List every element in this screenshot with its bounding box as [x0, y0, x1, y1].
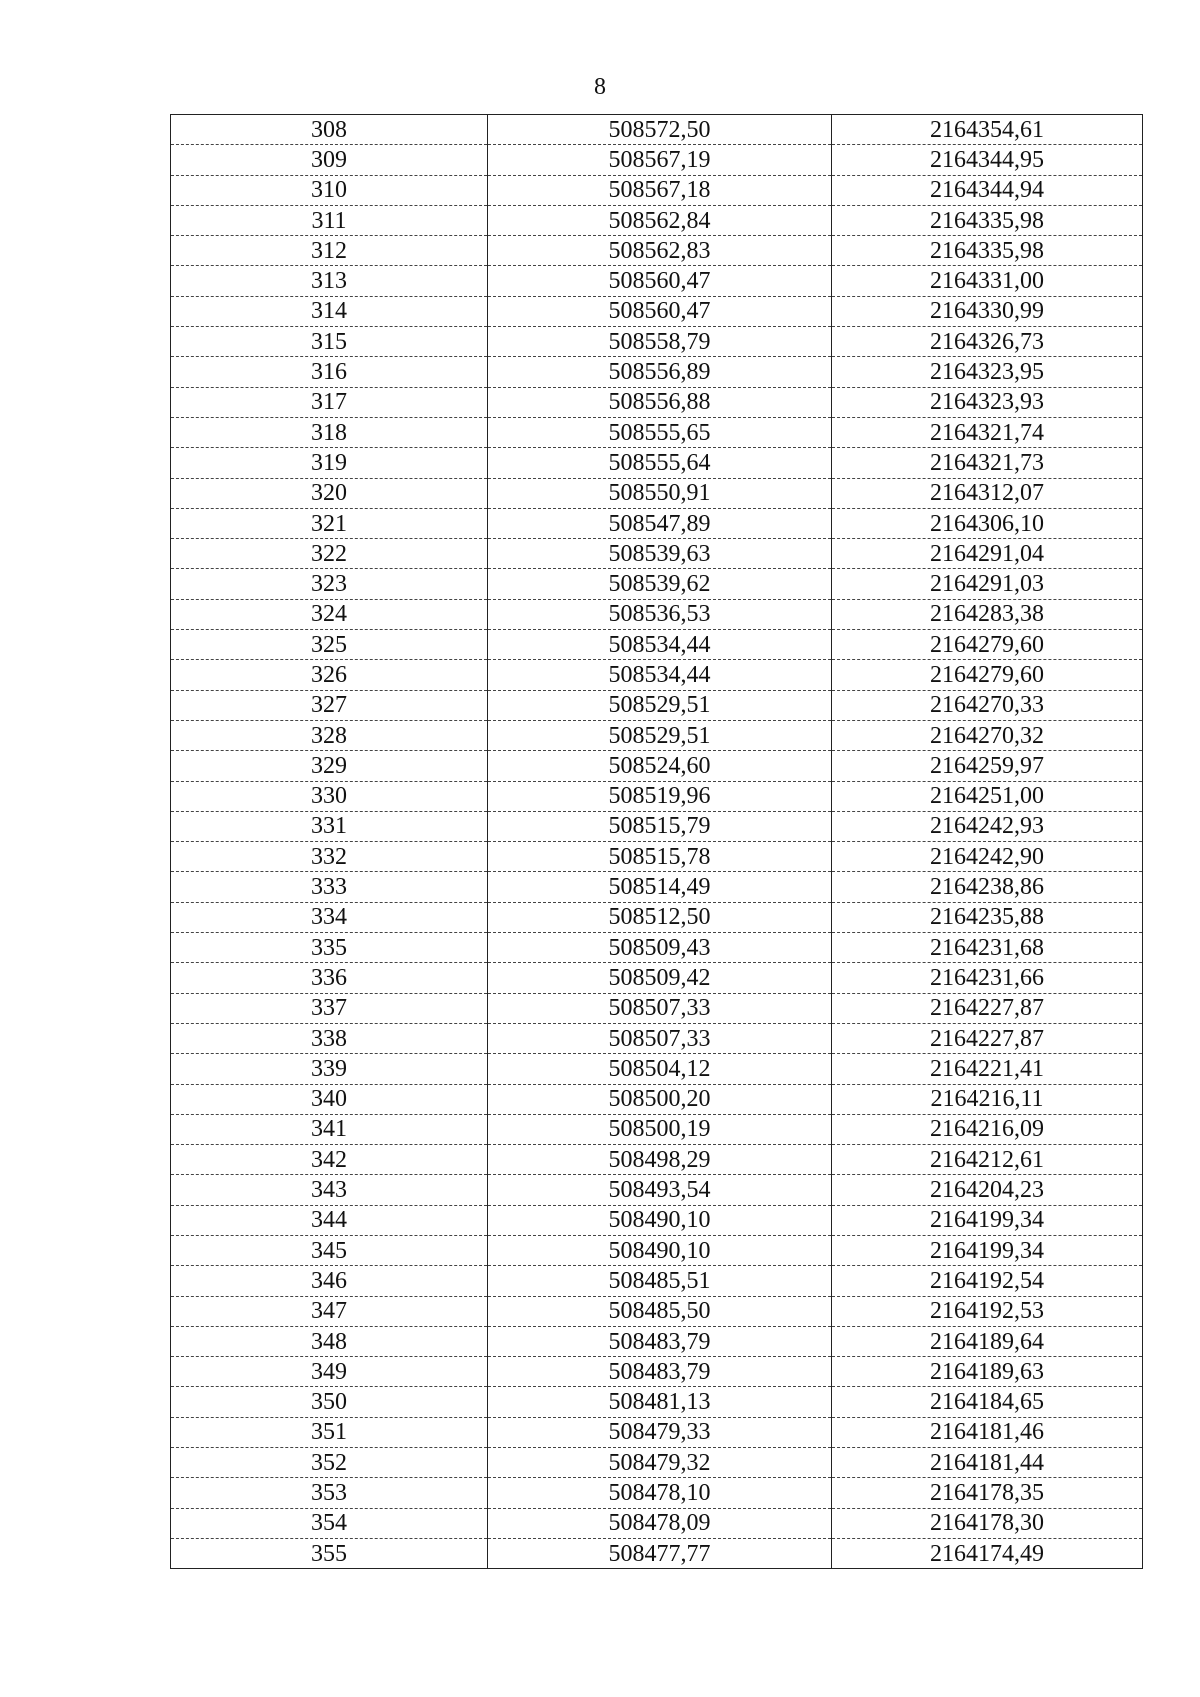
x-coordinate-cell: 508529,51: [488, 690, 832, 720]
point-number-cell: 308: [171, 115, 488, 145]
table-row: [171, 690, 1143, 720]
coordinates-table: [170, 114, 1143, 1569]
point-number-cell: 334: [171, 902, 488, 932]
y-coordinate-cell: 2164221,41: [832, 1054, 1143, 1084]
y-coordinate-cell: 2164283,38: [832, 599, 1143, 629]
point-number-cell: 341: [171, 1114, 488, 1144]
x-coordinate-cell: 508477,77: [488, 1538, 832, 1568]
table-row: [171, 751, 1143, 781]
x-coordinate-cell: 508519,96: [488, 781, 832, 811]
x-coordinate-cell: 508539,63: [488, 539, 832, 569]
y-coordinate-cell: 2164189,63: [832, 1357, 1143, 1387]
table-row: [171, 175, 1143, 205]
point-number-cell: 335: [171, 933, 488, 963]
y-coordinate-cell: 2164192,54: [832, 1266, 1143, 1296]
y-coordinate-cell: 2164326,73: [832, 327, 1143, 357]
y-coordinate-cell: 2164335,98: [832, 205, 1143, 235]
point-number-cell: 345: [171, 1235, 488, 1265]
table-row: [171, 963, 1143, 993]
point-number-cell: 332: [171, 842, 488, 872]
table-row: [171, 811, 1143, 841]
point-number-cell: 311: [171, 205, 488, 235]
x-coordinate-cell: 508512,50: [488, 902, 832, 932]
y-coordinate-cell: 2164238,86: [832, 872, 1143, 902]
y-coordinate-cell: 2164178,30: [832, 1508, 1143, 1538]
table-row: [171, 236, 1143, 266]
table-row: [171, 387, 1143, 417]
table-row: [171, 720, 1143, 750]
y-coordinate-cell: 2164216,11: [832, 1084, 1143, 1114]
y-coordinate-cell: 2164312,07: [832, 478, 1143, 508]
point-number-cell: 353: [171, 1478, 488, 1508]
x-coordinate-cell: 508536,53: [488, 599, 832, 629]
table-row: [171, 781, 1143, 811]
point-number-cell: 354: [171, 1508, 488, 1538]
y-coordinate-cell: 2164321,74: [832, 417, 1143, 447]
point-number-cell: 329: [171, 751, 488, 781]
x-coordinate-cell: 508572,50: [488, 115, 832, 145]
x-coordinate-cell: 508555,64: [488, 448, 832, 478]
x-coordinate-cell: 508490,10: [488, 1235, 832, 1265]
x-coordinate-cell: 508483,79: [488, 1326, 832, 1356]
table-row: [171, 1266, 1143, 1296]
point-number-cell: 347: [171, 1296, 488, 1326]
point-number-cell: 331: [171, 811, 488, 841]
y-coordinate-cell: 2164178,35: [832, 1478, 1143, 1508]
x-coordinate-cell: 508483,79: [488, 1357, 832, 1387]
table-row: [171, 539, 1143, 569]
y-coordinate-cell: 2164189,64: [832, 1326, 1143, 1356]
point-number-cell: 321: [171, 508, 488, 538]
table-row: [171, 569, 1143, 599]
table-row: [171, 902, 1143, 932]
x-coordinate-cell: 508490,10: [488, 1205, 832, 1235]
table-row: [171, 1508, 1143, 1538]
table-row: [171, 1114, 1143, 1144]
y-coordinate-cell: 2164291,03: [832, 569, 1143, 599]
point-number-cell: 340: [171, 1084, 488, 1114]
table-row: [171, 327, 1143, 357]
y-coordinate-cell: 2164344,95: [832, 145, 1143, 175]
point-number-cell: 339: [171, 1054, 488, 1084]
point-number-cell: 318: [171, 417, 488, 447]
y-coordinate-cell: 2164199,34: [832, 1235, 1143, 1265]
x-coordinate-cell: 508498,29: [488, 1145, 832, 1175]
y-coordinate-cell: 2164323,95: [832, 357, 1143, 387]
x-coordinate-cell: 508562,83: [488, 236, 832, 266]
x-coordinate-cell: 508514,49: [488, 872, 832, 902]
y-coordinate-cell: 2164174,49: [832, 1538, 1143, 1568]
x-coordinate-cell: 508567,19: [488, 145, 832, 175]
y-coordinate-cell: 2164323,93: [832, 387, 1143, 417]
point-number-cell: 315: [171, 327, 488, 357]
table-row: [171, 1296, 1143, 1326]
point-number-cell: 349: [171, 1357, 488, 1387]
table-row: [171, 1054, 1143, 1084]
table-row: [171, 1235, 1143, 1265]
table-row: [171, 478, 1143, 508]
y-coordinate-cell: 2164344,94: [832, 175, 1143, 205]
point-number-cell: 316: [171, 357, 488, 387]
table-row: [171, 1478, 1143, 1508]
point-number-cell: 328: [171, 720, 488, 750]
y-coordinate-cell: 2164335,98: [832, 236, 1143, 266]
point-number-cell: 348: [171, 1326, 488, 1356]
x-coordinate-cell: 508493,54: [488, 1175, 832, 1205]
table-row: [171, 630, 1143, 660]
table-row: [171, 993, 1143, 1023]
point-number-cell: 313: [171, 266, 488, 296]
table-row: [171, 1023, 1143, 1053]
table-row: [171, 417, 1143, 447]
point-number-cell: 338: [171, 1023, 488, 1053]
x-coordinate-cell: 508556,89: [488, 357, 832, 387]
point-number-cell: 337: [171, 993, 488, 1023]
y-coordinate-cell: 2164181,46: [832, 1417, 1143, 1447]
x-coordinate-cell: 508558,79: [488, 327, 832, 357]
x-coordinate-cell: 508547,89: [488, 508, 832, 538]
point-number-cell: 352: [171, 1448, 488, 1478]
table-row: [171, 599, 1143, 629]
x-coordinate-cell: 508515,78: [488, 842, 832, 872]
y-coordinate-cell: 2164204,23: [832, 1175, 1143, 1205]
y-coordinate-cell: 2164192,53: [832, 1296, 1143, 1326]
y-coordinate-cell: 2164279,60: [832, 630, 1143, 660]
table-row: [171, 872, 1143, 902]
y-coordinate-cell: 2164270,32: [832, 720, 1143, 750]
point-number-cell: 346: [171, 1266, 488, 1296]
x-coordinate-cell: 508504,12: [488, 1054, 832, 1084]
table-row: [171, 266, 1143, 296]
x-coordinate-cell: 508485,50: [488, 1296, 832, 1326]
y-coordinate-cell: 2164279,60: [832, 660, 1143, 690]
point-number-cell: 320: [171, 478, 488, 508]
y-coordinate-cell: 2164216,09: [832, 1114, 1143, 1144]
x-coordinate-cell: 508539,62: [488, 569, 832, 599]
x-coordinate-cell: 508478,09: [488, 1508, 832, 1538]
point-number-cell: 323: [171, 569, 488, 599]
y-coordinate-cell: 2164181,44: [832, 1448, 1143, 1478]
point-number-cell: 343: [171, 1175, 488, 1205]
page-number: 8: [594, 74, 606, 100]
table-row: [171, 1145, 1143, 1175]
point-number-cell: 317: [171, 387, 488, 417]
y-coordinate-cell: 2164227,87: [832, 993, 1143, 1023]
x-coordinate-cell: 508500,20: [488, 1084, 832, 1114]
point-number-cell: 336: [171, 963, 488, 993]
x-coordinate-cell: 508550,91: [488, 478, 832, 508]
x-coordinate-cell: 508479,33: [488, 1417, 832, 1447]
point-number-cell: 322: [171, 539, 488, 569]
table-row: [171, 448, 1143, 478]
x-coordinate-cell: 508556,88: [488, 387, 832, 417]
y-coordinate-cell: 2164227,87: [832, 1023, 1143, 1053]
y-coordinate-cell: 2164251,00: [832, 781, 1143, 811]
point-number-cell: 310: [171, 175, 488, 205]
table-row: [171, 1417, 1143, 1447]
point-number-cell: 330: [171, 781, 488, 811]
table-row: [171, 115, 1143, 145]
table-row: [171, 145, 1143, 175]
y-coordinate-cell: 2164259,97: [832, 751, 1143, 781]
table-row: [171, 1175, 1143, 1205]
y-coordinate-cell: 2164242,93: [832, 811, 1143, 841]
point-number-cell: 351: [171, 1417, 488, 1447]
point-number-cell: 327: [171, 690, 488, 720]
y-coordinate-cell: 2164235,88: [832, 902, 1143, 932]
x-coordinate-cell: 508500,19: [488, 1114, 832, 1144]
y-coordinate-cell: 2164242,90: [832, 842, 1143, 872]
y-coordinate-cell: 2164184,65: [832, 1387, 1143, 1417]
table-row: [171, 1387, 1143, 1417]
table-row: [171, 1326, 1143, 1356]
y-coordinate-cell: 2164306,10: [832, 508, 1143, 538]
y-coordinate-cell: 2164231,66: [832, 963, 1143, 993]
table-row: [171, 508, 1143, 538]
point-number-cell: 324: [171, 599, 488, 629]
table-row: [171, 205, 1143, 235]
x-coordinate-cell: 508478,10: [488, 1478, 832, 1508]
coordinates-table-body: [171, 115, 1143, 1569]
y-coordinate-cell: 2164199,34: [832, 1205, 1143, 1235]
y-coordinate-cell: 2164231,68: [832, 933, 1143, 963]
point-number-cell: 350: [171, 1387, 488, 1417]
table-row: [171, 660, 1143, 690]
x-coordinate-cell: 508509,43: [488, 933, 832, 963]
y-coordinate-cell: 2164331,00: [832, 266, 1143, 296]
table-row: [171, 1205, 1143, 1235]
point-number-cell: 309: [171, 145, 488, 175]
point-number-cell: 325: [171, 630, 488, 660]
table-row: [171, 933, 1143, 963]
table-row: [171, 1448, 1143, 1478]
x-coordinate-cell: 508507,33: [488, 993, 832, 1023]
x-coordinate-cell: 508485,51: [488, 1266, 832, 1296]
x-coordinate-cell: 508567,18: [488, 175, 832, 205]
table-row: [171, 357, 1143, 387]
table-row: [171, 296, 1143, 326]
table-row: [171, 1538, 1143, 1568]
x-coordinate-cell: 508524,60: [488, 751, 832, 781]
x-coordinate-cell: 508534,44: [488, 630, 832, 660]
point-number-cell: 344: [171, 1205, 488, 1235]
x-coordinate-cell: 508529,51: [488, 720, 832, 750]
table-row: [171, 1357, 1143, 1387]
y-coordinate-cell: 2164212,61: [832, 1145, 1143, 1175]
x-coordinate-cell: 508515,79: [488, 811, 832, 841]
x-coordinate-cell: 508560,47: [488, 266, 832, 296]
x-coordinate-cell: 508509,42: [488, 963, 832, 993]
point-number-cell: 333: [171, 872, 488, 902]
point-number-cell: 314: [171, 296, 488, 326]
x-coordinate-cell: 508562,84: [488, 205, 832, 235]
table-row: [171, 1084, 1143, 1114]
y-coordinate-cell: 2164270,33: [832, 690, 1143, 720]
point-number-cell: 326: [171, 660, 488, 690]
point-number-cell: 319: [171, 448, 488, 478]
point-number-cell: 312: [171, 236, 488, 266]
point-number-cell: 355: [171, 1538, 488, 1568]
x-coordinate-cell: 508555,65: [488, 417, 832, 447]
point-number-cell: 342: [171, 1145, 488, 1175]
y-coordinate-cell: 2164354,61: [832, 115, 1143, 145]
table-row: [171, 842, 1143, 872]
y-coordinate-cell: 2164330,99: [832, 296, 1143, 326]
x-coordinate-cell: 508534,44: [488, 660, 832, 690]
x-coordinate-cell: 508507,33: [488, 1023, 832, 1053]
x-coordinate-cell: 508479,32: [488, 1448, 832, 1478]
x-coordinate-cell: 508560,47: [488, 296, 832, 326]
y-coordinate-cell: 2164291,04: [832, 539, 1143, 569]
x-coordinate-cell: 508481,13: [488, 1387, 832, 1417]
y-coordinate-cell: 2164321,73: [832, 448, 1143, 478]
